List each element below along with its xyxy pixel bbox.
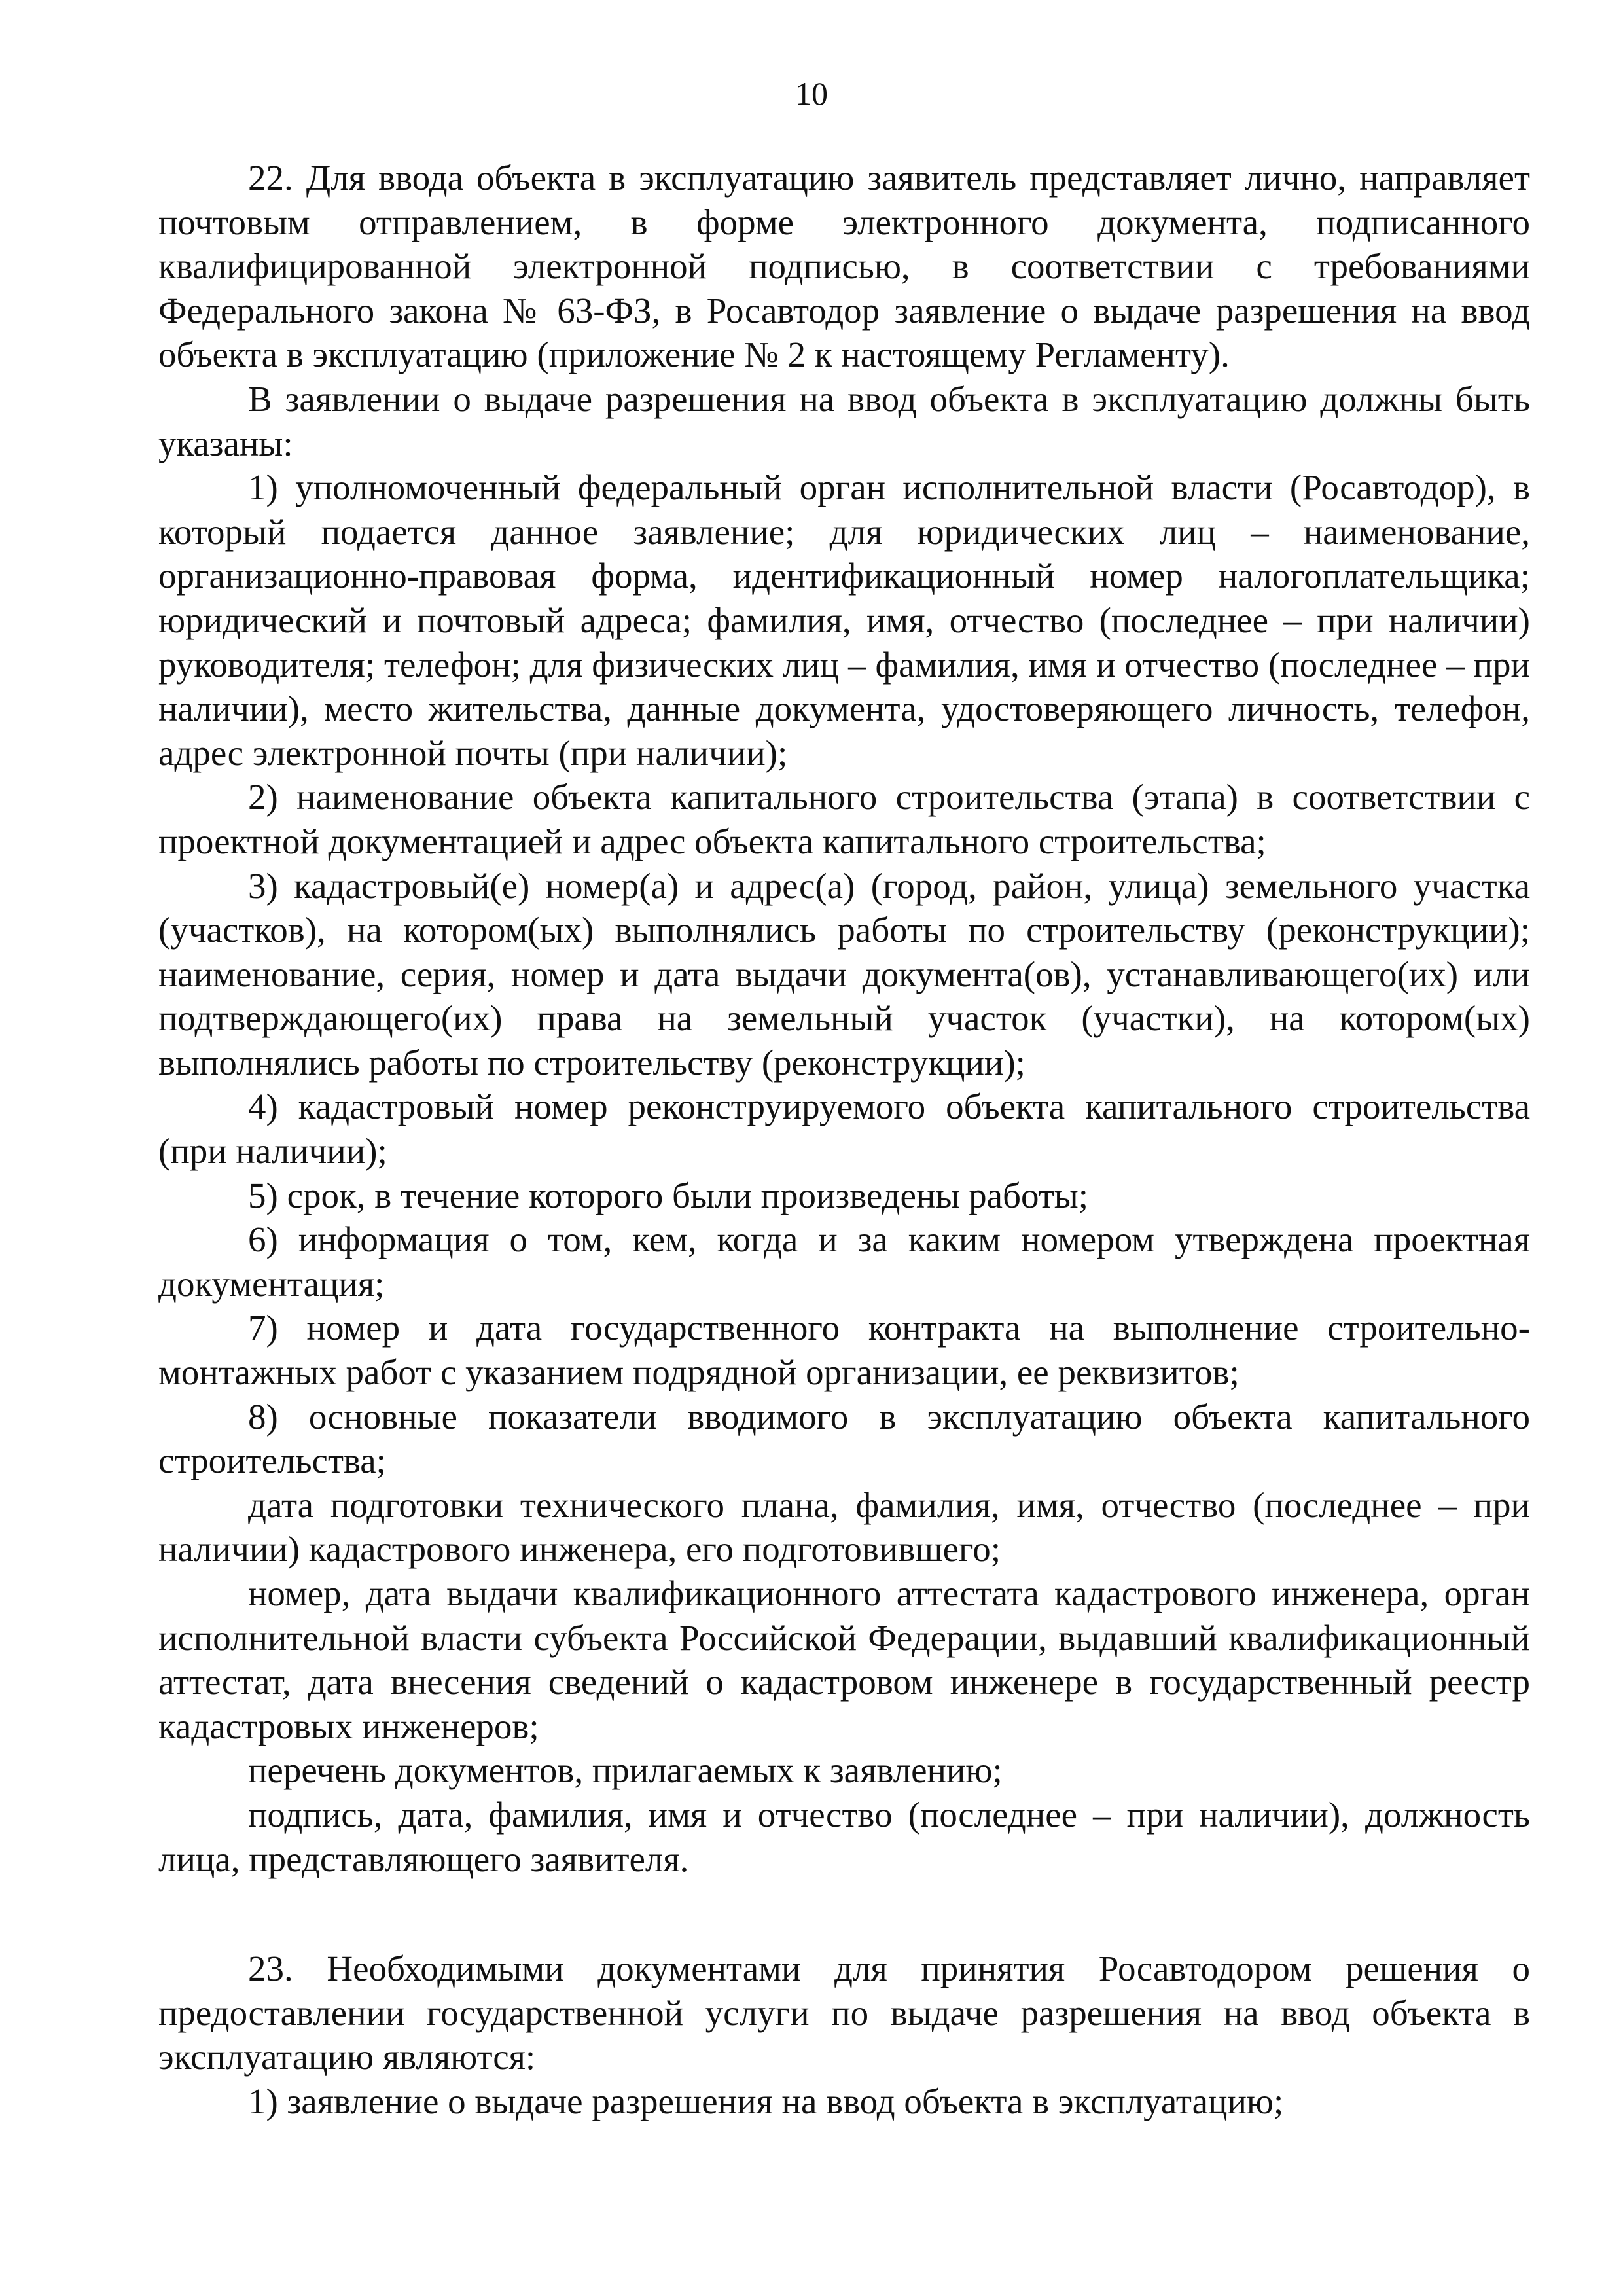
list-item-7-contract: 7) номер и дата государственного контракта на выполнение строительно-монтажных работ с указанием подрядной организации, ее реквизитов; <box>158 1308 1530 1393</box>
paragraph-23-intro: 23. Необходимыми документами для принятия Росавтодором решения о предоставлении государственной услуги по выдаче разрешения на ввод объекта в эксплуатацию являются: <box>158 1948 1530 2077</box>
paragraph-technical-plan: дата подготовки технического плана, фамилия, имя, отчество (последнее – при наличии) кадастрового инженера, его подготовившего; <box>158 1484 1530 1570</box>
list-item-8-indicators: 8) основные показатели вводимого в эксплуатацию объекта капитального строительства; <box>158 1396 1530 1481</box>
list-item-4-cadastral-number: 4) кадастровый номер реконструируемого объекта капитального строительства (при наличии); <box>158 1086 1530 1172</box>
list-item-5-term: 5) срок, в течение которого были произведены работы; <box>248 1175 1089 1215</box>
list-item-3-cadastral-numbers: 3) кадастровый(е) номер(а) и адрес(а) (город, район, улица) земельного участка (участков), на котором(ых) выполнялись работы по строительству (реконструкции); наименование, серия, номер и дата выдачи документа(ов), устанавливающего(их) или подтверждающего(их) права на земельный участок (участки), на котором(ых) выполнялись работы по строительству (реконструкции); <box>158 865 1530 1083</box>
list-item-1-application: 1) заявление о выдаче разрешения на ввод объекта в эксплуатацию; <box>248 2081 1284 2121</box>
list-item-1-applicant-info: 1) уполномоченный федеральный орган исполнительной власти (Росавтодор), в который подается данное заявление; для юридических лиц – наименование, организационно-правовая форма, идентификационный номер налогоплательщика; юридический и почтовый адреса; фамилия, имя, отчество (последнее – при наличии) руководителя; телефон; для физических лиц – фамилия, имя и отчество (последнее – при наличии), место жительства, данные документа, удостоверяющего личность, телефон, адрес электронной почты (при наличии); <box>158 467 1530 773</box>
list-item-2-object-name: 2) наименование объекта капитального строительства (этапа) в соответствии с проектной документацией и адрес объекта капитального строительства; <box>158 777 1530 861</box>
page-number: 10 <box>795 75 828 112</box>
document-body <box>158 156 1530 2124</box>
paragraph-application-contents: В заявлении о выдаче разрешения на ввод объекта в эксплуатацию должны быть указаны: <box>158 378 1530 463</box>
paragraph-signature: подпись, дата, фамилия, имя и отчество (последнее – при наличии), должность лица, представляющего заявителя. <box>158 1794 1530 1879</box>
list-item-6-project-approval: 6) информация о том, кем, когда и за каким номером утверждена проектная документация; <box>158 1219 1530 1304</box>
paragraph-document-list: перечень документов, прилагаемых к заявлению; <box>248 1750 1003 1791</box>
paragraph-qualification-certificate: номер, дата выдачи квалификационного аттестата кадастрового инженера, орган исполнительной власти субъекта Российской Федерации, выдавший квалификационный аттестат, дата внесения сведений о кадастровом инженере в государственный реестр кадастровых инженеров; <box>158 1573 1530 1746</box>
paragraph-22-intro: 22. Для ввода объекта в эксплуатацию заявитель представляет лично, направляет почтовым отправлением, в форме электронного документа, подписанного квалифицированной электронной подписью, в соответствии с требованиями Федерального закона № 63-ФЗ, в Росавтодор заявление о выдаче разрешения на ввод объекта в эксплуатацию (приложение № 2 к настоящему Регламенту). <box>158 158 1530 375</box>
